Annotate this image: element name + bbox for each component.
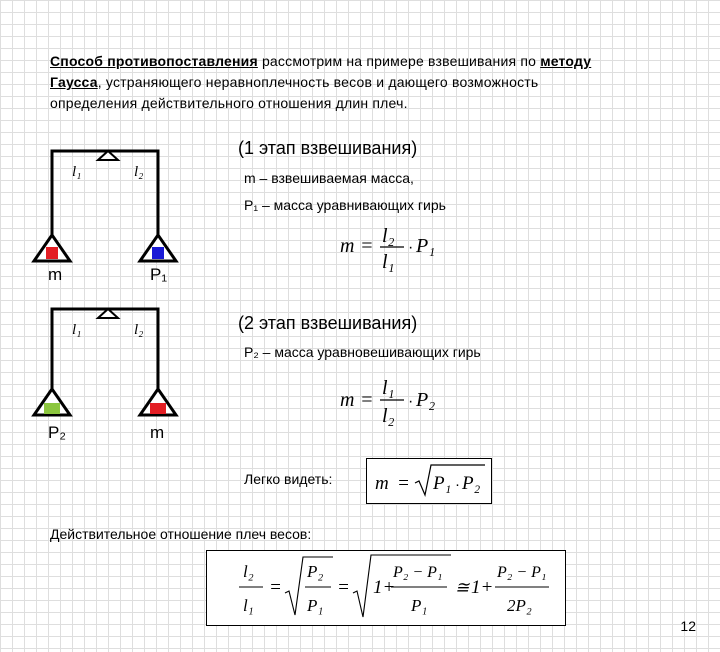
formula-factor: P₁ xyxy=(416,235,436,257)
balance-scale-stage-1 xyxy=(28,140,208,285)
ratio-2P2: 2P₂ xyxy=(507,596,532,615)
multiply-dot: · xyxy=(455,476,460,493)
formula-lhs: m xyxy=(340,389,355,411)
right-pan-weight xyxy=(150,403,166,414)
stage-2-note-p2: P₂ – масса уравновешивающих гирь xyxy=(244,344,481,360)
fraction-denominator: l₁ xyxy=(382,251,395,273)
equals-sign: = xyxy=(337,577,350,598)
approx-equals-sign: ≅ xyxy=(455,578,470,597)
ratio-formula xyxy=(207,551,565,625)
ratio-l2: l₂ xyxy=(243,562,254,581)
formula-stage-1 xyxy=(336,220,446,280)
pan-label-right: m xyxy=(150,423,165,442)
intro-text-2: , устраняющего неравноплечность весов и дающего возможность определения действительного отношения длин плеч. xyxy=(50,74,539,111)
ratio-label: Действительное отношение плеч весов: xyxy=(50,526,312,542)
equals-sign: = xyxy=(360,389,374,411)
formula-lhs: m xyxy=(340,235,355,257)
fraction-denominator: l₂ xyxy=(382,405,395,427)
intro-term: Способ противопоставления xyxy=(50,53,258,69)
equals-sign: = xyxy=(397,473,410,494)
fraction-numerator: l₁ xyxy=(382,377,395,399)
formula-stage-2 xyxy=(336,372,446,432)
easy-formula-box xyxy=(366,458,492,504)
formula-factor: P₂ xyxy=(416,389,436,411)
one: 1+ xyxy=(373,577,396,598)
intro-method: методу Гаусса xyxy=(50,53,592,90)
ratio-formula-box xyxy=(206,550,566,626)
sqrt-p2: P₂ xyxy=(462,473,481,494)
arm-label-left: l₁ xyxy=(72,164,82,180)
left-pan-weight xyxy=(46,247,58,259)
right-pan-weight xyxy=(152,247,164,259)
ratio-l1: l₁ xyxy=(243,596,254,615)
ratio-diff-den: P₁ xyxy=(411,596,428,615)
stage-2-title: (2 этап взвешивания) xyxy=(238,313,418,333)
ratio-sum-num: P₂ − P₁ xyxy=(497,564,547,581)
one-plus: 1+ xyxy=(471,577,494,598)
equals-sign: = xyxy=(360,235,374,257)
stage-1-note-m: m – взвешиваемая масса, xyxy=(244,170,414,186)
balance-scale-stage-2 xyxy=(28,300,208,445)
easy-label: Легко видеть: xyxy=(244,471,333,487)
ratio-P1: P₁ xyxy=(307,596,324,615)
arm-label-right: l₂ xyxy=(134,164,144,180)
stage-1-note-p1: P₁ – масса уравнивающих гирь xyxy=(244,197,446,213)
arm-label-right: l₂ xyxy=(134,322,144,338)
equals-sign: = xyxy=(269,577,282,598)
ratio-P2: P₂ xyxy=(307,562,324,581)
left-pan-weight xyxy=(44,403,60,414)
formula-lhs: m xyxy=(375,473,389,494)
easy-formula xyxy=(367,459,491,503)
pan-label-right: P₁ xyxy=(150,265,168,284)
page-number: 12 xyxy=(680,618,696,634)
ratio-diff-num: P₂ − P₁ xyxy=(393,564,443,581)
sqrt-p1: P₁ xyxy=(433,473,452,494)
intro-paragraph xyxy=(50,51,610,114)
fraction-numerator: l₂ xyxy=(382,225,395,247)
intro-text-1: рассмотрим на примере взвешивания по xyxy=(257,53,541,69)
arm-label-left: l₁ xyxy=(72,322,82,338)
stage-1-title: (1 этап взвешивания) xyxy=(238,138,418,158)
pan-label-left: P₂ xyxy=(48,423,66,442)
multiply-dot: · xyxy=(408,239,414,256)
multiply-dot: · xyxy=(408,393,414,410)
pan-label-left: m xyxy=(48,265,63,284)
